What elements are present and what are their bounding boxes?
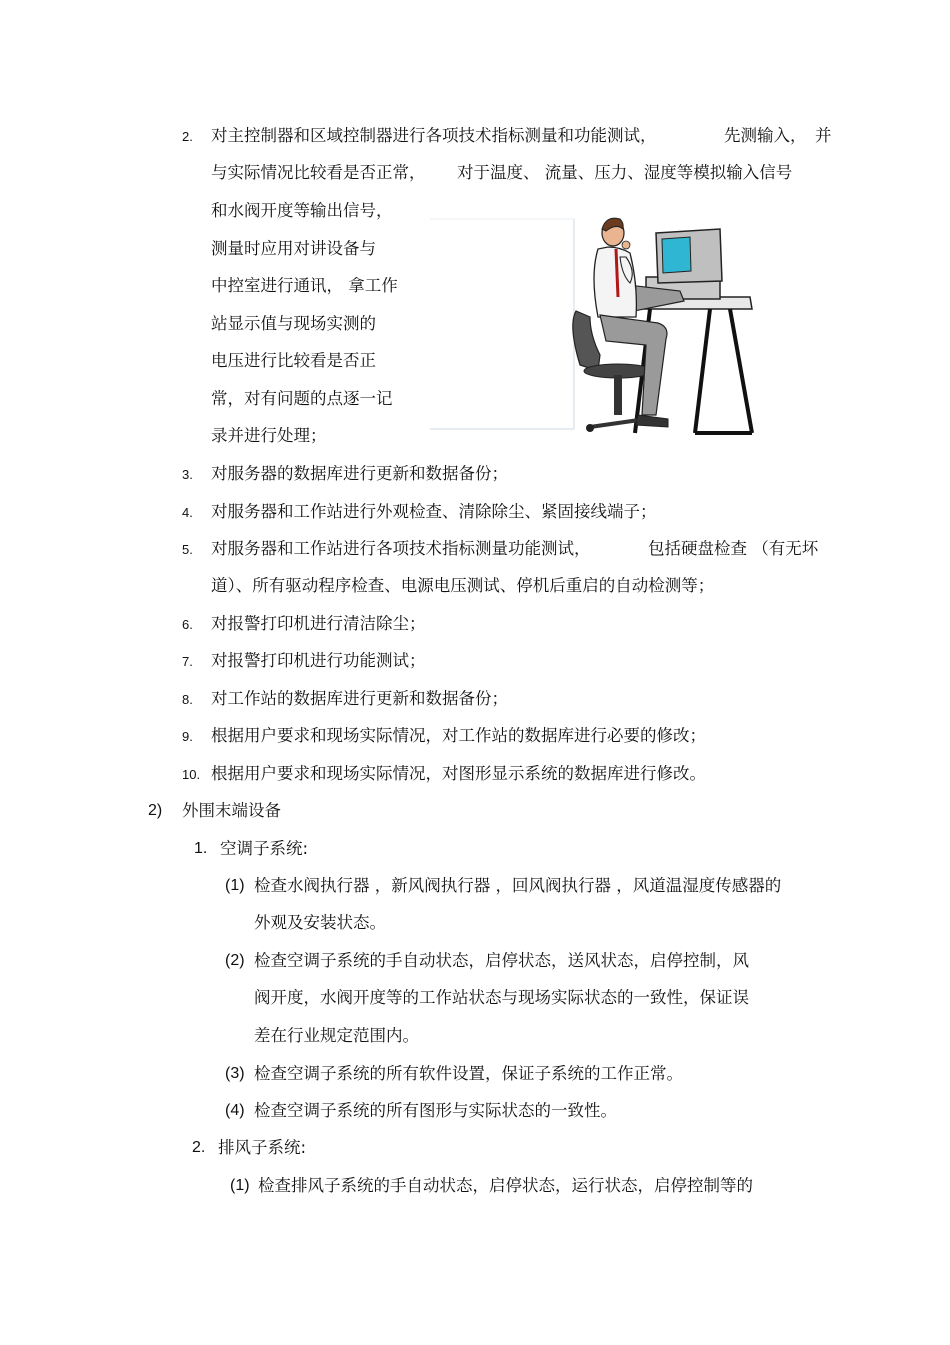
item-2-wrap-1: 和水阀开度等输出信号，	[211, 201, 393, 220]
item-2-line-2b: 对于温度、 流量、压力、湿度等模拟输入信号	[457, 163, 793, 182]
item-2-wrap-2: 测量时应用对讲设备与	[211, 239, 376, 258]
sub1-point-1-line-1: 检查水阀执行器 ，新风阀执行器 ，回风阀执行器 ，风道温湿度传感器的	[254, 876, 782, 895]
item-3-text: 对服务器的数据库进行更新和数据备份；	[211, 464, 508, 483]
sub1-point-4-line-1: 检查空调子系统的所有图形与实际状态的一致性。	[254, 1101, 617, 1120]
item-2-wrap-4: 站显示值与现场实测的	[211, 314, 376, 333]
item-2-line-2: 与实际情况比较看是否正常，	[211, 163, 426, 182]
item-8-number: 8.	[182, 692, 193, 707]
item-6-text: 对报警打印机进行清洁除尘；	[211, 614, 426, 633]
sub1-point-2-number: (2)	[225, 952, 245, 969]
item-5-line-1b: 包括硬盘检查 （有无坏	[648, 539, 819, 558]
item-2-line-1b: 先测输入，	[724, 126, 807, 145]
sub2-point-1-line-1: 检查排风子系统的手自动状态，启停状态，运行状态，启停控制等的	[258, 1176, 753, 1195]
sub1-point-2-line-3: 差在行业规定范围内。	[254, 1026, 419, 1045]
sub1-point-1-line-2: 外观及安装状态。	[254, 913, 386, 932]
item-9-text: 根据用户要求和现场实际情况，对工作站的数据库进行必要的修改；	[211, 726, 706, 745]
item-10-number: 10.	[182, 767, 201, 782]
item-6-number: 6.	[182, 617, 193, 632]
item-2-number: 2.	[182, 129, 193, 144]
sub1-point-3-line-1: 检查空调子系统的所有软件设置，保证子系统的工作正常。	[254, 1064, 683, 1083]
item-7-number: 7.	[182, 654, 193, 669]
item-9-number: 9.	[182, 729, 193, 744]
item-2-wrap-3: 中控室进行通讯， 拿工作	[211, 276, 398, 295]
item-8-text: 对工作站的数据库进行更新和数据备份；	[211, 689, 508, 708]
item-4-number: 4.	[182, 505, 193, 520]
item-5-number: 5.	[182, 542, 193, 557]
sub1-point-3-number: (3)	[225, 1065, 245, 1082]
item-2-line-1c: 并	[815, 126, 832, 145]
item-10-text: 根据用户要求和现场实际情况，对图形显示系统的数据库进行修改。	[211, 764, 706, 783]
sub1-point-2-line-2: 阀开度，水阀开度等的工作站状态与现场实际状态的一致性，保证误	[254, 988, 749, 1007]
item-2-wrap-6: 常，对有问题的点逐一记	[211, 389, 393, 408]
subsection-2-title: 排风子系统:	[218, 1138, 307, 1157]
item-4-text: 对服务器和工作站进行外观检查、清除除尘、紧固接线端子；	[211, 502, 657, 521]
sub1-point-1-number: (1)	[225, 877, 245, 894]
subsection-1-title: 空调子系统:	[220, 839, 309, 858]
item-2-wrap-5: 电压进行比较看是否正	[211, 351, 376, 370]
subsection-1-number: 1.	[194, 840, 208, 857]
item-7-text: 对报警打印机进行功能测试；	[211, 651, 426, 670]
item-5-line-2: 道）、所有驱动程序检查、电源电压测试、停机后重启的自动检测等；	[211, 576, 715, 595]
person-at-computer-illustration	[430, 205, 760, 440]
item-5-line-1: 对服务器和工作站进行各项技术指标测量功能测试，	[211, 539, 591, 558]
item-2-wrap-7: 录并进行处理；	[211, 426, 327, 445]
item-3-number: 3.	[182, 467, 193, 482]
section-2-number: 2)	[148, 802, 163, 819]
item-2-line-1: 对主控制器和区域控制器进行各项技术指标测量和功能测试，	[211, 126, 657, 145]
sub2-point-1-number: (1)	[230, 1177, 250, 1194]
section-2-title: 外围末端设备	[182, 801, 281, 820]
sub1-point-4-number: (4)	[225, 1102, 245, 1119]
sub1-point-2-line-1: 检查空调子系统的手自动状态，启停状态，送风状态，启停控制，风	[254, 951, 749, 970]
subsection-2-number: 2.	[192, 1139, 206, 1156]
